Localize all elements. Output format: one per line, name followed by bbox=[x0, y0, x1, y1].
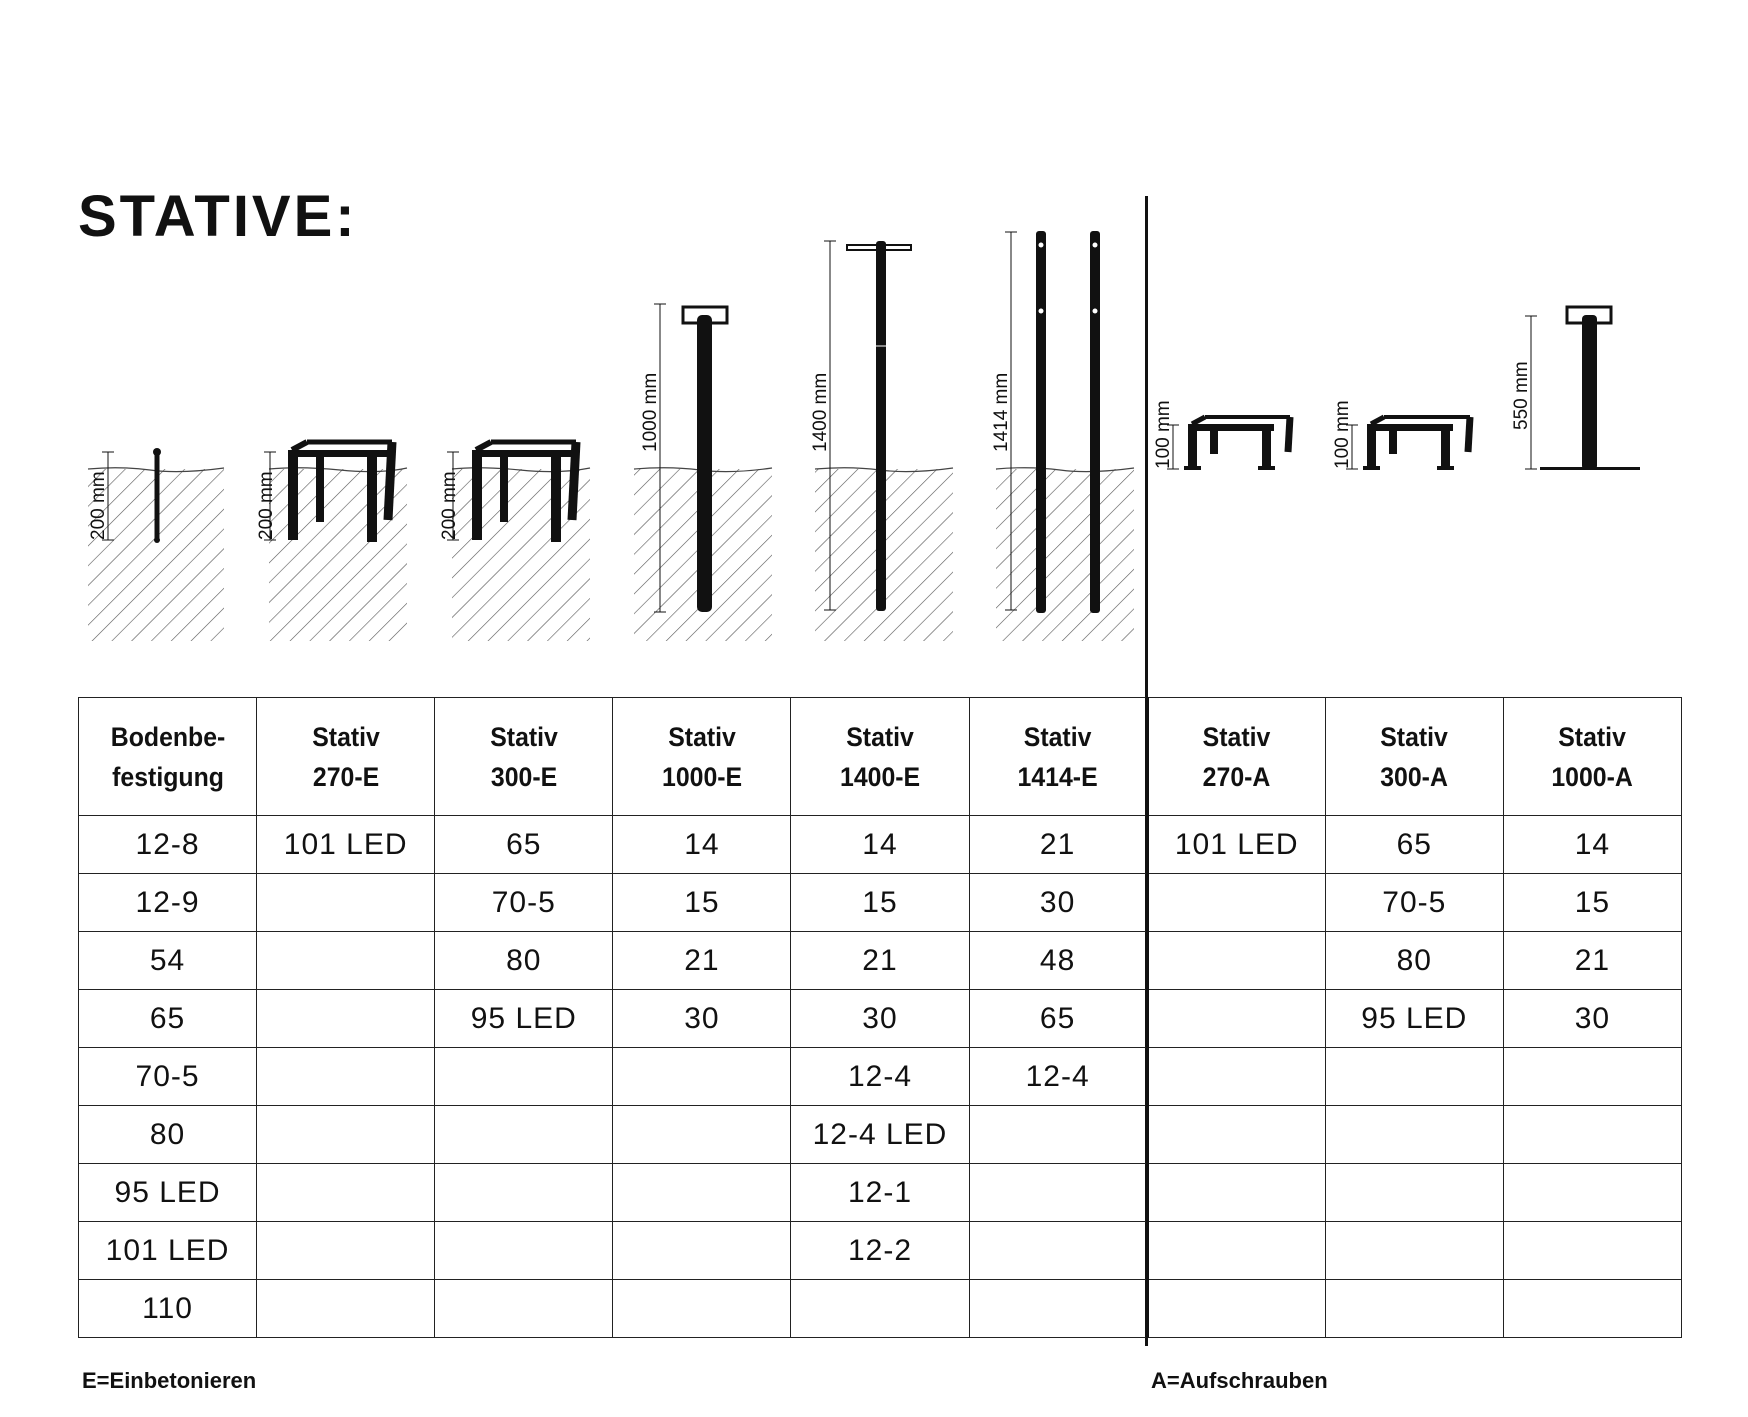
table-row bbox=[79, 1106, 1682, 1164]
table-cell: 101 LED bbox=[1147, 816, 1325, 874]
table-cell bbox=[1503, 1164, 1681, 1222]
table-cell-bodenbefestigung: 101 LED bbox=[79, 1222, 257, 1280]
table-cell: 12-4 bbox=[791, 1048, 969, 1106]
table-cell bbox=[969, 1222, 1147, 1280]
table-cell: 15 bbox=[1503, 874, 1681, 932]
table-cell bbox=[613, 1222, 791, 1280]
header-stativ-270-e: Stativ 270-E bbox=[264, 698, 428, 816]
table-row bbox=[79, 1048, 1682, 1106]
table-cell bbox=[613, 1106, 791, 1164]
header-stativ-270-a: Stativ 270-A bbox=[1154, 698, 1318, 816]
table-cell bbox=[257, 990, 435, 1048]
table-cell: 30 bbox=[791, 990, 969, 1048]
table-cell: 70-5 bbox=[1325, 874, 1503, 932]
header-stativ-1000-a: Stativ 1000-A bbox=[1511, 698, 1675, 816]
table-cell bbox=[1147, 1280, 1325, 1338]
table-cell bbox=[257, 874, 435, 932]
table-cell: 12-4 bbox=[969, 1048, 1147, 1106]
table-cell bbox=[257, 1222, 435, 1280]
table-cell bbox=[613, 1280, 791, 1338]
ground-hatching bbox=[88, 468, 1134, 641]
table-cell bbox=[613, 1048, 791, 1106]
table-cell bbox=[435, 1164, 613, 1222]
table-row bbox=[79, 1164, 1682, 1222]
table-cell bbox=[1147, 990, 1325, 1048]
dimension-label-1414-e: 1414 mm bbox=[991, 372, 1012, 452]
table-cell bbox=[1503, 1280, 1681, 1338]
table-cell: 12-4 LED bbox=[791, 1106, 969, 1164]
table-cell bbox=[435, 1280, 613, 1338]
table-cell: 70-5 bbox=[435, 874, 613, 932]
stands-drawing bbox=[0, 0, 1748, 680]
stand-drawing-300-a bbox=[1332, 400, 1470, 470]
table-cell-bodenbefestigung: 65 bbox=[79, 990, 257, 1048]
dimension-label-1: 200 mm bbox=[88, 471, 109, 540]
table-cell bbox=[1147, 1222, 1325, 1280]
stand-drawing-1000-a bbox=[1511, 307, 1640, 470]
table-cell bbox=[257, 1048, 435, 1106]
table-cell: 21 bbox=[969, 816, 1147, 874]
table-cell-bodenbefestigung: 12-9 bbox=[79, 874, 257, 932]
table-cell: 80 bbox=[1325, 932, 1503, 990]
table-body bbox=[79, 816, 1682, 1338]
table-cell: 95 LED bbox=[435, 990, 613, 1048]
table-cell bbox=[1325, 1222, 1503, 1280]
table-cell bbox=[969, 1106, 1147, 1164]
dimension-label-300-e: 200 mm bbox=[439, 471, 460, 540]
table-cell: 80 bbox=[435, 932, 613, 990]
table-cell bbox=[969, 1164, 1147, 1222]
table-cell bbox=[1147, 1106, 1325, 1164]
table-cell bbox=[1325, 1106, 1503, 1164]
table-cell: 65 bbox=[1325, 816, 1503, 874]
table-cell: 101 LED bbox=[257, 816, 435, 874]
table-cell-bodenbefestigung: 95 LED bbox=[79, 1164, 257, 1222]
page-title: STATIVE: bbox=[78, 184, 358, 249]
table-row bbox=[79, 1222, 1682, 1280]
table-row bbox=[79, 1280, 1682, 1338]
table-cell-bodenbefestigung: 110 bbox=[79, 1280, 257, 1338]
header-stativ-1400-e: Stativ 1400-E bbox=[798, 698, 962, 816]
table-cell bbox=[1325, 1280, 1503, 1338]
dimension-label-270-e: 200 mm bbox=[256, 471, 277, 540]
dimension-label-270-a: 100 mm bbox=[1153, 400, 1174, 469]
table-header-row bbox=[79, 698, 1682, 816]
table-row bbox=[79, 932, 1682, 990]
table-row bbox=[79, 990, 1682, 1048]
table-cell: 95 LED bbox=[1325, 990, 1503, 1048]
header-stativ-1000-e: Stativ 1000-E bbox=[620, 698, 784, 816]
table-cell: 30 bbox=[613, 990, 791, 1048]
table-cell: 21 bbox=[791, 932, 969, 990]
dimension-label-300-a: 100 mm bbox=[1332, 400, 1353, 469]
header-stativ-300-a: Stativ 300-A bbox=[1332, 698, 1496, 816]
table-cell bbox=[1147, 874, 1325, 932]
table-cell: 14 bbox=[791, 816, 969, 874]
table-cell-bodenbefestigung: 80 bbox=[79, 1106, 257, 1164]
dimension-label-1400-e: 1400 mm bbox=[810, 372, 831, 452]
table-cell: 30 bbox=[1503, 990, 1681, 1048]
table-cell: 15 bbox=[613, 874, 791, 932]
table-cell bbox=[435, 1048, 613, 1106]
table-cell bbox=[1325, 1164, 1503, 1222]
legend-einbetonieren: E=Einbetonieren bbox=[82, 1368, 257, 1393]
table-cell bbox=[435, 1106, 613, 1164]
table-cell bbox=[1503, 1048, 1681, 1106]
header-stativ-300-e: Stativ 300-E bbox=[442, 698, 606, 816]
table-cell: 14 bbox=[613, 816, 791, 874]
table-cell bbox=[1503, 1106, 1681, 1164]
table-cell bbox=[1147, 1164, 1325, 1222]
table-cell bbox=[1503, 1222, 1681, 1280]
table-cell bbox=[1147, 1048, 1325, 1106]
table-cell: 48 bbox=[969, 932, 1147, 990]
table-cell bbox=[257, 932, 435, 990]
legend-aufschrauben: A=Aufschrauben bbox=[1151, 1368, 1328, 1393]
table-cell-bodenbefestigung: 12-8 bbox=[79, 816, 257, 874]
table-cell bbox=[257, 1164, 435, 1222]
table-cell bbox=[1147, 932, 1325, 990]
table-cell: 15 bbox=[791, 874, 969, 932]
table-cell-bodenbefestigung: 70-5 bbox=[79, 1048, 257, 1106]
dimension-label-1000-e: 1000 mm bbox=[640, 372, 661, 452]
table-cell bbox=[257, 1106, 435, 1164]
stand-drawing-270-a bbox=[1153, 400, 1290, 470]
table-cell: 12-2 bbox=[791, 1222, 969, 1280]
compatibility-table bbox=[78, 697, 1682, 1338]
table-row bbox=[79, 816, 1682, 874]
table-cell: 65 bbox=[435, 816, 613, 874]
table-cell: 65 bbox=[969, 990, 1147, 1048]
table-row bbox=[79, 874, 1682, 932]
table-cell: 21 bbox=[613, 932, 791, 990]
table-cell bbox=[435, 1222, 613, 1280]
table-cell bbox=[791, 1280, 969, 1338]
header-bodenbefestigung: Bodenbe- festigung bbox=[86, 698, 250, 816]
table-cell: 12-1 bbox=[791, 1164, 969, 1222]
table-cell bbox=[257, 1280, 435, 1338]
table-cell: 30 bbox=[969, 874, 1147, 932]
table-cell: 21 bbox=[1503, 932, 1681, 990]
table-cell bbox=[969, 1280, 1147, 1338]
table-cell: 14 bbox=[1503, 816, 1681, 874]
table-cell bbox=[1325, 1048, 1503, 1106]
dimension-label-1000-a: 550 mm bbox=[1511, 361, 1532, 430]
table-cell-bodenbefestigung: 54 bbox=[79, 932, 257, 990]
header-stativ-1414-e: Stativ 1414-E bbox=[976, 698, 1140, 816]
table-cell bbox=[613, 1164, 791, 1222]
